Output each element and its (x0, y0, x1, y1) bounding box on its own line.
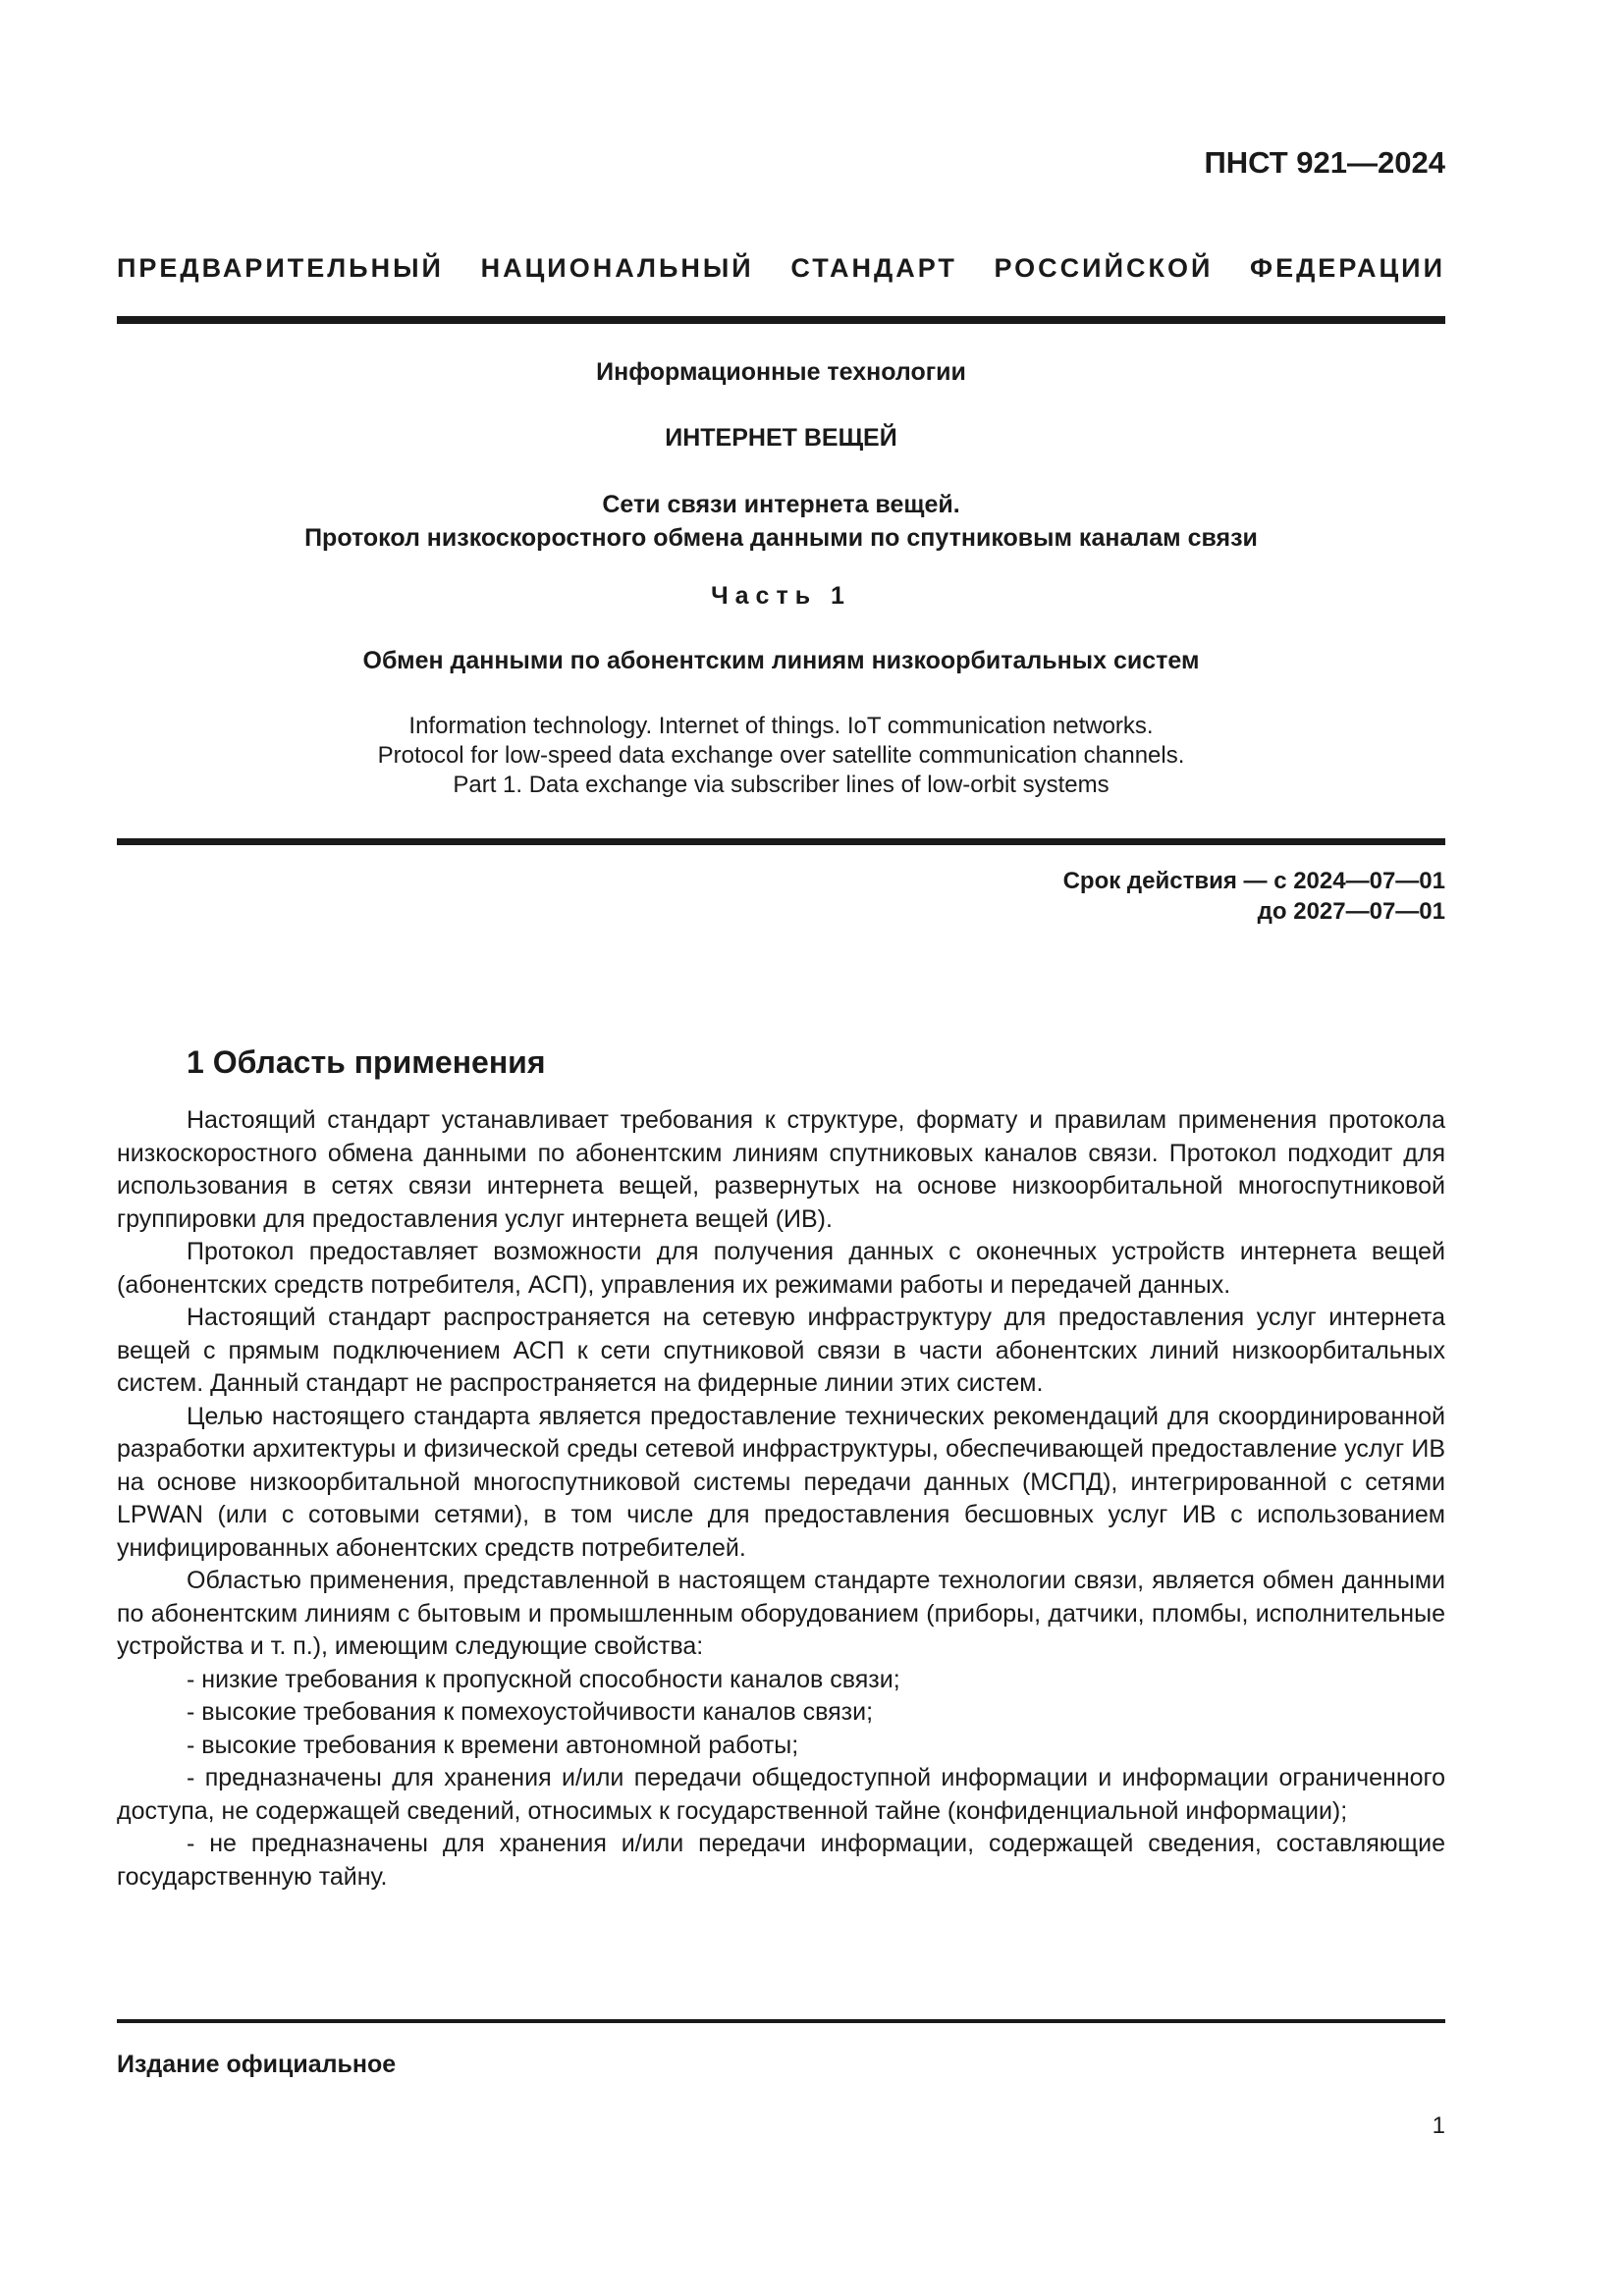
list-item: - высокие требования к времени автономной работы; (187, 1731, 799, 1759)
section-body (117, 1104, 1445, 1894)
middle-divider (117, 838, 1445, 845)
title-subject-line-1: Сети связи интернета вещей. (602, 491, 960, 518)
english-title-line-3: Part 1. Data exchange via subscriber lines of low-orbit systems (453, 772, 1110, 798)
bottom-divider (117, 2019, 1445, 2023)
part-number: Часть 1 (711, 582, 851, 610)
part-title: Обмен данными по абонентским линиям низкоорбитальных систем (362, 647, 1200, 674)
section-title: 1 Область применения (187, 1044, 546, 1080)
validity-start: Срок действия — с 2024—07—01 (1062, 868, 1445, 894)
paragraph-4: Целью настоящего стандарта является предоставление технических рекомендаций для скоординированной разработки архитектуры и физической среды сетевой инфраструктуры, обеспечивающей предоставление услуг ИВ на основе низкоорбитальной многоспутниковой системы передачи данных (МСПД), интегрированной с сетями LPWAN (или с сотовыми сетями), в том числе для предоставления бесшовных услуг ИВ с использованием унифицированных абонентских средств потребителей. (117, 1402, 1445, 1562)
list-item: - не предназначены для хранения и/или передачи информации, содержащей сведения, составляющие государственную тайну. (117, 1830, 1445, 1891)
paragraph-5: Областью применения, представленной в настоящем стандарте технологии связи, является обмен данными по абонентским линиям с бытовым и промышленным оборудованием (приборы, датчики, пломбы, исполнительные устройства и т. п.), имеющим следующие свойства: (117, 1567, 1445, 1660)
english-title (117, 712, 1445, 800)
page-number: 1 (1432, 2112, 1445, 2139)
list-item: - предназначены для хранения и/или передачи общедоступной информации и информации ограниченного доступа, не содержащей сведений, относимых к государственной тайне (конфиденциальной информации); (117, 1764, 1445, 1825)
paragraph-1: Настоящий стандарт устанавливает требования к структуре, формату и правилам применения протокола низкоскоростного обмена данными по абонентским линиям спутниковых каналов связи. Протокол подходит для использования в сетях связи интернета вещей, развернутых на основе низкоорбитальной многоспутниковой группировки для предоставления услуг интернета вещей (ИВ). (117, 1106, 1445, 1233)
english-title-line-2: Protocol for low-speed data exchange over satellite communication channels. (377, 742, 1185, 769)
list-item: - низкие требования к пропускной способности каналов связи; (187, 1665, 900, 1693)
paragraph-2: Протокол предоставляет возможности для получения данных с оконечных устройств интернета вещей (абонентских средств потребителя, АСП), управления их режимами работы и передачей данных. (117, 1238, 1445, 1299)
title-topic: ИНТЕРНЕТ ВЕЩЕЙ (665, 424, 897, 452)
validity-period (1063, 866, 1445, 927)
list-item: - высокие требования к помехоустойчивости каналов связи; (187, 1698, 874, 1726)
edition-label: Издание официальное (117, 2051, 397, 2078)
paragraph-3: Настоящий стандарт распространяется на сетевую инфраструктуру для предоставления услуг интернета вещей с прямым подключением АСП к сети спутниковой связи в части абонентских линий низкоорбитальных систем. Данный стандарт не распространяется на фидерные линии этих систем. (117, 1304, 1445, 1397)
top-divider (117, 316, 1445, 324)
english-title-line-1: Information technology. Internet of things. IoT communication networks. (408, 713, 1154, 739)
title-subject-line-2: Протокол низкоскоростного обмена данными по спутниковым каналам связи (304, 524, 1258, 552)
standard-number: ПНСТ 921—2024 (1204, 145, 1445, 180)
validity-end: до 2027—07—01 (1257, 898, 1445, 925)
standard-kind: ПРЕДВАРИТЕЛЬНЫЙ НАЦИОНАЛЬНЫЙ СТАНДАРТ РОССИЙСКОЙ ФЕДЕРАЦИИ (117, 253, 1445, 283)
title-subject (117, 488, 1445, 555)
title-domain: Информационные технологии (596, 358, 966, 386)
